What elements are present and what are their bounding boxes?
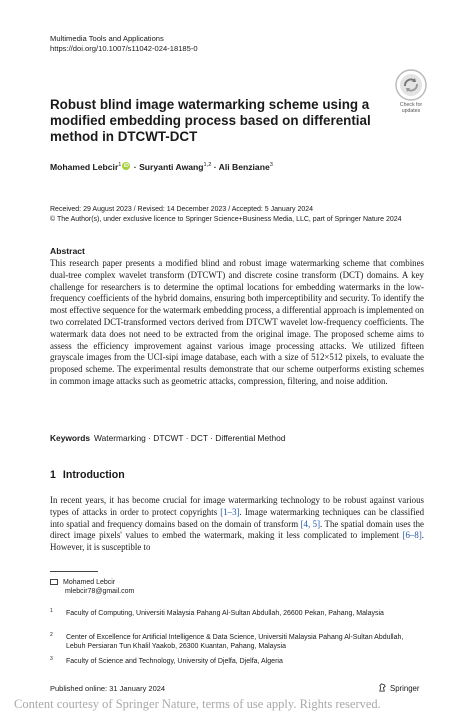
springer-horse-icon	[378, 683, 387, 692]
author-name[interactable]: Mohamed Lebcir	[50, 162, 119, 172]
check-for-updates-badge[interactable]	[394, 68, 428, 102]
paper-title: Robust blind image watermarking scheme using a modified embedding process based on differential method in DTCWT-DCT	[50, 97, 371, 144]
affiliation-text: Faculty of Science and Technology, University of Djelfa, Djelfa, Algeria	[66, 658, 283, 665]
springer-wordmark: Springer	[390, 684, 420, 693]
envelope-icon	[50, 579, 58, 585]
affiliation-text: Center of Excellence for Artificial Intelligence & Data Science, Universiti Malaysia Pahang Al-Sultan Abdullah, Lebuh Persiaran Tun Khalil Yaakob, 26300 Kuantan, Pahang, Malaysia	[66, 634, 404, 650]
author-name[interactable]: Suryanti Awang	[139, 162, 204, 172]
author-separator: ·	[211, 162, 219, 172]
copyright-notice: © The Author(s), under exclusive licence to Springer Science+Business Media, LLC, part of Springer Nature 2024	[50, 216, 402, 223]
section-heading	[50, 469, 125, 481]
correspondence	[50, 578, 134, 596]
published-online-date: Published online: 31 January 2024	[50, 684, 166, 693]
history-dates: Received: 29 August 2023 / Revised: 14 December 2023 / Accepted: 5 January 2024	[50, 206, 314, 213]
affiliation	[50, 633, 410, 651]
keywords-list: Watermarking · DTCWT · DCT · Differential Method	[94, 433, 286, 443]
journal-header	[50, 34, 198, 54]
section-title: Introduction	[62, 469, 125, 481]
introduction-paragraph: In recent years, it has become crucial for image watermarking technology to be robust against various types of attacks in order to protect copyrights [1–3]. Image watermarking techniques can be classified into spatial and frequency domains based on the domain of transform [4, 5]. The spatial domain uses the direct image pixels' values to embed the watermark, making it less complicated to implement [6–8]. However, it is susceptible to	[50, 495, 425, 553]
author-list	[50, 162, 430, 172]
keywords-label: Keywords	[50, 433, 91, 443]
springer-logo	[378, 683, 419, 693]
abstract-heading: Abstract	[50, 246, 85, 256]
publication-dates	[50, 205, 440, 225]
footnote-divider	[50, 571, 98, 572]
doi-link[interactable]: https://doi.org/10.1007/s11042-024-18185-0	[50, 44, 198, 53]
affiliation-number: 3	[50, 656, 53, 662]
affiliation-text: Faculty of Computing, Universiti Malaysia Pahang Al-Sultan Abdullah, 26600 Pekan, Pahang, Malaysia	[66, 610, 384, 617]
citation-link[interactable]: [1–3]	[220, 506, 240, 517]
copyright-watermark: Content courtesy of Springer Nature, terms of use apply. Rights reserved.	[14, 697, 381, 711]
author-affiliation-mark: 1	[118, 162, 122, 168]
affiliation-number: 1	[50, 608, 53, 614]
affiliation	[50, 609, 410, 618]
check-updates-icon	[394, 68, 428, 102]
citation-link[interactable]: [6–8]	[402, 530, 422, 541]
corresponding-author: Mohamed Lebcir	[63, 579, 116, 586]
corresponding-email[interactable]: mlebcir78@gmail.com	[65, 588, 135, 595]
journal-name: Multimedia Tools and Applications	[50, 34, 164, 43]
orcid-icon[interactable]: iD	[123, 163, 129, 169]
abstract-text: This research paper presents a modified blind and robust image watermarking scheme that combines dual-tree complex wavelet transform (DTCWT) and discrete cosine transform (DCT) domains. A key challenge for researchers is to determine the optimal locations for embedding watermarks in the low-frequency coefficients of the hybrid domains, ensuring both imperceptibility and security. To identify the most effective sequence for the watermark embedding process, a differential approach is implemented on two correlated DCT-transformed vectors derived from DTCWT wavelet low-frequency coefficients. The watermark data does not need to be extracted from the original image. The proposed scheme aims to assess the efficiency improvement against various image processing attacks. We utilized fifteen grayscale images from the UCI-sipi image database, each with a size of 512×512 pixels, to evaluate the proposed scheme. The experimental results demonstrate that our scheme outperforms existing schemes in common image attacks such as geometric attacks, compression, filtering, and noise addition.	[50, 258, 424, 386]
affiliation	[50, 657, 410, 666]
section-number: 1	[50, 469, 56, 481]
author-affiliation-mark: 3	[269, 162, 273, 168]
check-for-updates-label: Check for updates	[399, 102, 423, 114]
citation-link[interactable]: [4, 5]	[300, 518, 321, 529]
affiliation-number: 2	[50, 632, 53, 638]
author-name[interactable]: Ali Benziane	[218, 162, 270, 172]
author-separator: ·	[131, 162, 140, 172]
author-affiliation-mark: 1,2	[203, 162, 212, 168]
keywords	[50, 433, 430, 443]
